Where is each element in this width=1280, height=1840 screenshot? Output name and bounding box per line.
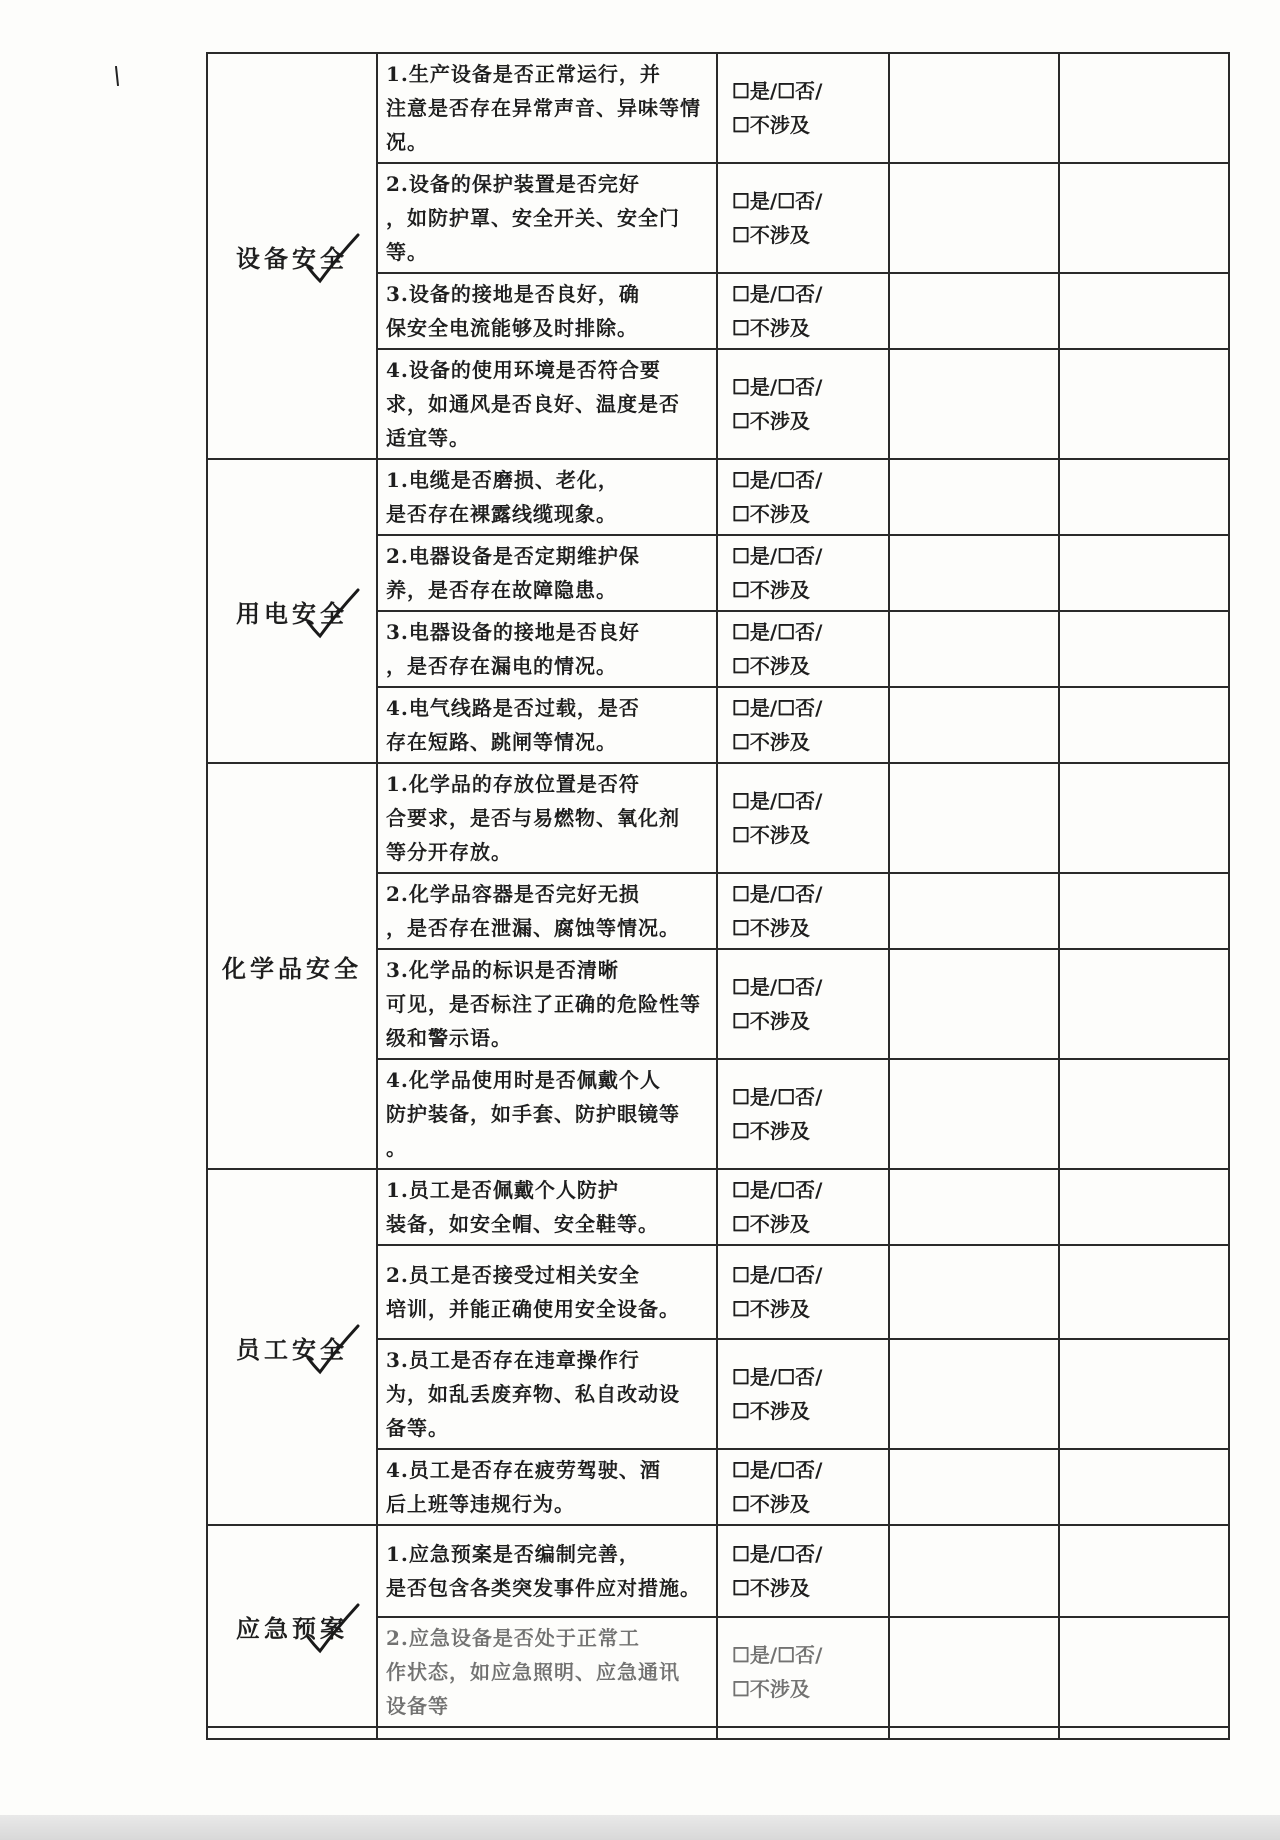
yes-no-checkboxes[interactable]: ☐是/☐否/ <box>732 882 823 906</box>
inspection-item <box>377 1525 717 1617</box>
inspection-item-line: 1.生产设备是否正常运行，并 <box>386 62 661 86</box>
inspection-item-line: 作状态，如应急照明、应急通讯 <box>386 1660 680 1684</box>
yes-no-checkboxes[interactable]: ☐是/☐否/ <box>732 468 823 492</box>
blank-result-cell[interactable] <box>1059 163 1229 273</box>
blank-result-cell[interactable] <box>1059 273 1229 349</box>
not-applicable-checkbox[interactable]: ☐不涉及 <box>732 823 810 847</box>
answer-options[interactable] <box>717 1245 889 1339</box>
inspection-item-line: 存在短路、跳闸等情况。 <box>386 730 617 754</box>
yes-no-checkboxes[interactable]: ☐是/☐否/ <box>732 975 823 999</box>
category-label: 用电安全 <box>236 598 348 628</box>
yes-no-checkboxes[interactable]: ☐是/☐否/ <box>732 1643 823 1667</box>
checklist-row <box>207 763 1229 873</box>
yes-no-checkboxes[interactable]: ☐是/☐否/ <box>732 1458 823 1482</box>
inspection-item-line: 2.员工是否接受过相关安全 <box>386 1263 640 1287</box>
blank-result-cell[interactable] <box>1059 1169 1229 1245</box>
answer-options[interactable] <box>717 1059 889 1169</box>
category-cell <box>207 1169 377 1525</box>
inspection-item-line: 保安全电流能够及时排除。 <box>386 316 638 340</box>
inspection-item-line: 2.设备的保护装置是否完好 <box>386 172 640 196</box>
inspection-item-line: 1.电缆是否磨损、老化， <box>386 468 619 492</box>
not-applicable-checkbox[interactable]: ☐不涉及 <box>732 1576 810 1600</box>
inspection-item-line: 2.应急设备是否处于正常工 <box>386 1626 640 1650</box>
inspection-item-line: 可见，是否标注了正确的危险性等 <box>386 992 701 1016</box>
answer-options[interactable] <box>717 873 889 949</box>
not-applicable-checkbox[interactable]: ☐不涉及 <box>732 223 810 247</box>
category-cell <box>207 1525 377 1727</box>
inspection-item-line: 3.设备的接地是否良好，确 <box>386 282 640 306</box>
blank-result-cell[interactable] <box>1059 873 1229 949</box>
answer-options[interactable] <box>717 763 889 873</box>
inspection-item-line: ，是否存在泄漏、腐蚀等情况。 <box>386 916 680 940</box>
checklist-row <box>207 1525 1229 1617</box>
inspection-item-line: 级和警示语。 <box>386 1026 512 1050</box>
inspection-item-line: 设备等 <box>386 1694 449 1718</box>
category-label: 应急预案 <box>236 1613 348 1643</box>
inspection-item <box>377 1059 717 1169</box>
scan-bottom-shadow <box>0 1815 1280 1840</box>
not-applicable-checkbox[interactable]: ☐不涉及 <box>732 1399 810 1423</box>
cutoff-row <box>207 1727 1229 1739</box>
yes-no-checkboxes[interactable]: ☐是/☐否/ <box>732 1178 823 1202</box>
inspection-item <box>377 1339 717 1449</box>
inspection-item-line: 适宜等。 <box>386 426 470 450</box>
inspection-item <box>377 1617 717 1727</box>
category-wrapper <box>236 1609 348 1644</box>
answer-options[interactable] <box>717 1169 889 1245</box>
blank-remark-cell[interactable] <box>889 1169 1059 1245</box>
blank-remark-cell[interactable] <box>889 349 1059 459</box>
answer-options[interactable] <box>717 535 889 611</box>
yes-no-checkboxes[interactable]: ☐是/☐否/ <box>732 1542 823 1566</box>
blank-result-cell[interactable] <box>1059 1617 1229 1727</box>
answer-options[interactable] <box>717 273 889 349</box>
answer-options[interactable] <box>717 949 889 1059</box>
inspection-item-line: 等分开存放。 <box>386 840 512 864</box>
category-wrapper <box>236 594 348 629</box>
answer-options[interactable] <box>717 611 889 687</box>
not-applicable-checkbox[interactable]: ☐不涉及 <box>732 1009 810 1033</box>
inspection-item <box>377 1169 717 1245</box>
answer-options[interactable] <box>717 687 889 763</box>
answer-options[interactable] <box>717 1617 889 1727</box>
blank-remark-cell[interactable] <box>889 873 1059 949</box>
inspection-item-line: 合要求，是否与易燃物、氧化剂 <box>386 806 680 830</box>
answer-options[interactable] <box>717 349 889 459</box>
blank-result-cell[interactable] <box>1059 949 1229 1059</box>
blank-result-cell[interactable] <box>1059 1449 1229 1525</box>
inspection-item <box>377 459 717 535</box>
inspection-item-line: 1.应急预案是否编制完善， <box>386 1542 640 1566</box>
inspection-item-line: 2.化学品容器是否完好无损 <box>386 882 640 906</box>
inspection-item-line: 注意是否存在异常声音、异味等情 <box>386 96 701 120</box>
inspection-item-line: 4.电气线路是否过载，是否 <box>386 696 640 720</box>
blank-remark-cell[interactable] <box>889 1059 1059 1169</box>
answer-options[interactable] <box>717 53 889 163</box>
inspection-item-line: ，如防护罩、安全开关、安全门 <box>386 206 680 230</box>
blank-result-cell[interactable] <box>1059 1525 1229 1617</box>
inspection-item-line: 等。 <box>386 240 428 264</box>
blank-remark-cell[interactable] <box>889 949 1059 1059</box>
blank-remark-cell[interactable] <box>889 687 1059 763</box>
inspection-item-line: 1.员工是否佩戴个人防护 <box>386 1178 619 1202</box>
answer-options[interactable] <box>717 1449 889 1525</box>
blank-result-cell[interactable] <box>1059 1059 1229 1169</box>
answer-options[interactable] <box>717 459 889 535</box>
checklist-row <box>207 1169 1229 1245</box>
blank-remark-cell[interactable] <box>889 763 1059 873</box>
inspection-item-line: 2.电器设备是否定期维护保 <box>386 544 640 568</box>
cutoff-cell <box>1059 1727 1229 1739</box>
inspection-item-line: 4.化学品使用时是否佩戴个人 <box>386 1068 661 1092</box>
yes-no-checkboxes[interactable]: ☐是/☐否/ <box>732 1085 823 1109</box>
blank-remark-cell[interactable] <box>889 53 1059 163</box>
inspection-item-line: 是否包含各类突发事件应对措施。 <box>386 1576 701 1600</box>
cutoff-cell <box>207 1727 377 1739</box>
yes-no-checkboxes[interactable]: ☐是/☐否/ <box>732 620 823 644</box>
not-applicable-checkbox[interactable]: ☐不涉及 <box>732 1492 810 1516</box>
blank-result-cell[interactable] <box>1059 611 1229 687</box>
inspection-item <box>377 1449 717 1525</box>
inspection-item <box>377 873 717 949</box>
inspection-item-line: 是否存在裸露线缆现象。 <box>386 502 617 526</box>
blank-remark-cell[interactable] <box>889 611 1059 687</box>
not-applicable-checkbox[interactable]: ☐不涉及 <box>732 730 810 754</box>
category-label: 设备安全 <box>236 243 348 273</box>
category-label: 化学品安全 <box>222 953 362 983</box>
inspection-item-line: 防护装备，如手套、防护眼镜等 <box>386 1102 680 1126</box>
blank-result-cell[interactable] <box>1059 687 1229 763</box>
not-applicable-checkbox[interactable]: ☐不涉及 <box>732 409 810 433</box>
cutoff-cell <box>717 1727 889 1739</box>
checklist-row <box>207 53 1229 163</box>
answer-options[interactable] <box>717 163 889 273</box>
cutoff-cell <box>889 1727 1059 1739</box>
inspection-item-line: 养，是否存在故障隐患。 <box>386 578 617 602</box>
inspection-item-line: 3.员工是否存在违章操作行 <box>386 1348 640 1372</box>
inspection-item <box>377 949 717 1059</box>
blank-result-cell[interactable] <box>1059 1245 1229 1339</box>
category-cell <box>207 53 377 459</box>
category-cell <box>207 763 377 1169</box>
stray-pen-mark <box>115 66 119 86</box>
yes-no-checkboxes[interactable]: ☐是/☐否/ <box>732 544 823 568</box>
cutoff-cell <box>377 1727 717 1739</box>
blank-remark-cell[interactable] <box>889 459 1059 535</box>
checklist-row <box>207 459 1229 535</box>
not-applicable-checkbox[interactable]: ☐不涉及 <box>732 1119 810 1143</box>
not-applicable-checkbox[interactable]: ☐不涉及 <box>732 1677 810 1701</box>
category-wrapper <box>236 239 348 274</box>
inspection-item-line: 装备，如安全帽、安全鞋等。 <box>386 1212 659 1236</box>
inspection-item <box>377 273 717 349</box>
inspection-item-line: 3.化学品的标识是否清晰 <box>386 958 619 982</box>
blank-remark-cell[interactable] <box>889 1245 1059 1339</box>
inspection-item <box>377 611 717 687</box>
yes-no-checkboxes[interactable]: ☐是/☐否/ <box>732 789 823 813</box>
inspection-item-line: 况。 <box>386 130 428 154</box>
blank-remark-cell[interactable] <box>889 273 1059 349</box>
blank-remark-cell[interactable] <box>889 535 1059 611</box>
category-wrapper <box>222 949 362 984</box>
not-applicable-checkbox[interactable]: ☐不涉及 <box>732 654 810 678</box>
blank-remark-cell[interactable] <box>889 1449 1059 1525</box>
inspection-checklist-table <box>206 52 1230 1740</box>
inspection-item-line: 3.电器设备的接地是否良好 <box>386 620 640 644</box>
yes-no-checkboxes[interactable]: ☐是/☐否/ <box>732 696 823 720</box>
blank-result-cell[interactable] <box>1059 1339 1229 1449</box>
blank-result-cell[interactable] <box>1059 349 1229 459</box>
inspection-item <box>377 763 717 873</box>
inspection-item-line: 后上班等违规行为。 <box>386 1492 575 1516</box>
inspection-item <box>377 53 717 163</box>
yes-no-checkboxes[interactable]: ☐是/☐否/ <box>732 375 823 399</box>
yes-no-checkboxes[interactable]: ☐是/☐否/ <box>732 282 823 306</box>
blank-result-cell[interactable] <box>1059 535 1229 611</box>
inspection-item-line: ，是否存在漏电的情况。 <box>386 654 617 678</box>
blank-remark-cell[interactable] <box>889 1339 1059 1449</box>
blank-remark-cell[interactable] <box>889 1525 1059 1617</box>
blank-remark-cell[interactable] <box>889 163 1059 273</box>
category-label: 员工安全 <box>236 1334 348 1364</box>
yes-no-checkboxes[interactable]: ☐是/☐否/ <box>732 189 823 213</box>
yes-no-checkboxes[interactable]: ☐是/☐否/ <box>732 1365 823 1389</box>
not-applicable-checkbox[interactable]: ☐不涉及 <box>732 1212 810 1236</box>
inspection-item-line: 1.化学品的存放位置是否符 <box>386 772 640 796</box>
blank-result-cell[interactable] <box>1059 53 1229 163</box>
inspection-item-line: 求，如通风是否良好、温度是否 <box>386 392 680 416</box>
not-applicable-checkbox[interactable]: ☐不涉及 <box>732 316 810 340</box>
inspection-item-line: 备等。 <box>386 1416 449 1440</box>
inspection-item-line: 4.设备的使用环境是否符合要 <box>386 358 661 382</box>
inspection-item-line: 为，如乱丢废弃物、私自改动设 <box>386 1382 680 1406</box>
inspection-item <box>377 163 717 273</box>
inspection-item-line: 培训，并能正确使用安全设备。 <box>386 1297 680 1321</box>
not-applicable-checkbox[interactable]: ☐不涉及 <box>732 578 810 602</box>
category-cell <box>207 459 377 763</box>
not-applicable-checkbox[interactable]: ☐不涉及 <box>732 113 810 137</box>
answer-options[interactable] <box>717 1339 889 1449</box>
answer-options[interactable] <box>717 1525 889 1617</box>
yes-no-checkboxes[interactable]: ☐是/☐否/ <box>732 79 823 103</box>
inspection-item <box>377 349 717 459</box>
not-applicable-checkbox[interactable]: ☐不涉及 <box>732 502 810 526</box>
blank-remark-cell[interactable] <box>889 1617 1059 1727</box>
not-applicable-checkbox[interactable]: ☐不涉及 <box>732 916 810 940</box>
blank-result-cell[interactable] <box>1059 763 1229 873</box>
inspection-item <box>377 687 717 763</box>
inspection-item <box>377 535 717 611</box>
inspection-item <box>377 1245 717 1339</box>
yes-no-checkboxes[interactable]: ☐是/☐否/ <box>732 1263 823 1287</box>
inspection-item-line: 。 <box>386 1136 407 1160</box>
category-wrapper <box>236 1330 348 1365</box>
not-applicable-checkbox[interactable]: ☐不涉及 <box>732 1297 810 1321</box>
inspection-item-line: 4.员工是否存在疲劳驾驶、酒 <box>386 1458 661 1482</box>
blank-result-cell[interactable] <box>1059 459 1229 535</box>
